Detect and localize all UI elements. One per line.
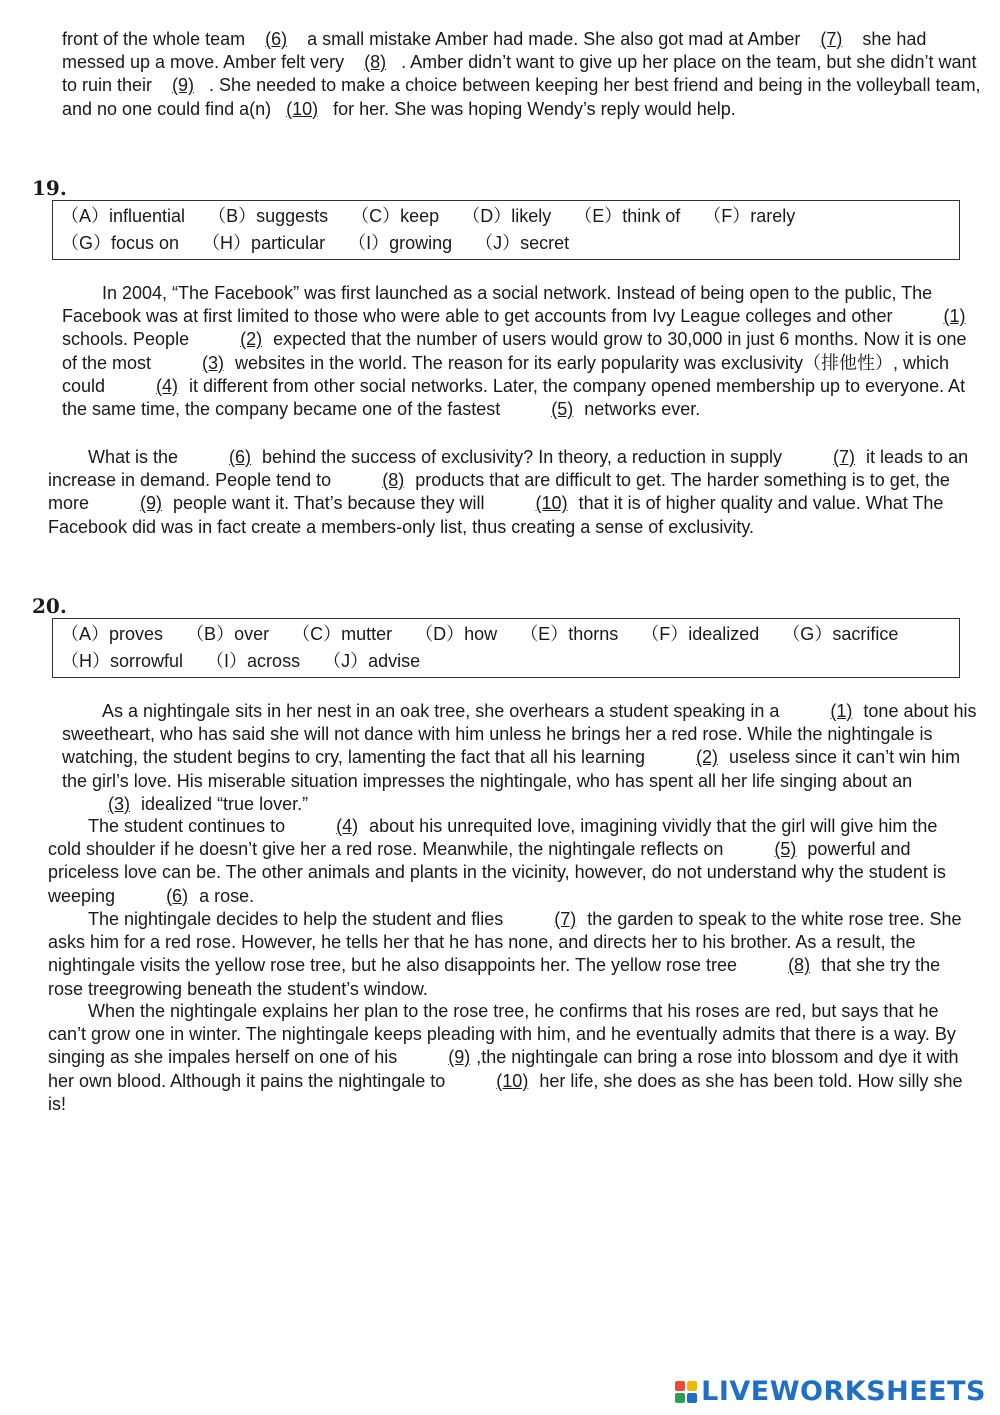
answer-blank[interactable]: (8) — [364, 52, 387, 73]
word-bank-option: （G）focus on — [61, 233, 180, 253]
answer-blank[interactable]: (6) — [166, 885, 189, 906]
question-20-number: 20. — [32, 594, 67, 618]
answer-blank[interactable]: (1) — [830, 701, 853, 721]
logo-square — [687, 1381, 697, 1391]
word-bank-option: （D）how — [415, 624, 498, 644]
passage-18-continuation: front of the whole team (6) a small mistake Amber had made. She also got mad at Amber (7) she had messed up a move. Amber felt very (8) . Amber didn’t want to give up her place on the team, but she didn’t want to ruin their (9) . She needed to make a choice between keeping her best friend and being in the volleyball team, and no one could find a(n) (10) for her. She was hoping Wendy’s reply would help. — [48, 28, 986, 121]
word-bank-option: （C）keep — [351, 206, 440, 226]
question-20-paragraph-3: The nightingale decides to help the student and flies (7) the garden to speak to the white rose tree. She asks him for a red rose. However, he tells her that he has none, and directs her to his brother. As a result, the nightingale visits the yellow rose tree, but he also disappoints her. The yellow rose tree (8) that she try the rose treegrowing beneath the student’s window. — [48, 909, 962, 999]
answer-blank[interactable]: (9) — [172, 75, 195, 96]
answer-blank[interactable]: (3) — [108, 793, 130, 814]
answer-blank[interactable]: (5) — [551, 399, 574, 420]
word-bank-option: （C）mutter — [292, 624, 393, 644]
word-bank-option: （H）sorrowful — [61, 651, 184, 671]
question-20-word-bank — [52, 618, 960, 678]
word-bank-option: （I）across — [206, 651, 301, 671]
answer-blank[interactable]: (9) — [140, 493, 163, 514]
word-bank-option: （B）over — [186, 624, 270, 644]
answer-blank[interactable]: (8) — [788, 955, 811, 976]
word-bank-option: （E）thorns — [520, 624, 619, 644]
answer-blank[interactable]: (4) — [336, 816, 359, 836]
word-bank-option: （I）growing — [348, 233, 453, 253]
word-bank-option: （A）proves — [61, 624, 164, 644]
question-19-paragraph-2: What is the (6) behind the success of exclusivity? In theory, a reduction in supply (7) it leads to an increase in demand. People tend to (8) products that are difficult to get. The harder something is to get, the more (9) people want it. That’s because they will (10) that it is of higher quality and value. What The Facebook did was in fact create a members-only list, thus creating a sense of exclusivity. — [48, 447, 969, 537]
question-20-paragraph-2: The student continues to (4) about his unrequited love, imagining vividly that the girl will give him the cold shoulder if he doesn’t give her a red rose. Meanwhile, the nightingale reflects on (5) powerful and priceless love can be. The other animals and plants in the vicinity, however, do not understand why the student is weeping (6) a rose. — [48, 815, 972, 908]
word-bank-option: （A）influential — [61, 206, 186, 226]
liveworksheets-logo — [675, 1376, 986, 1407]
answer-blank[interactable]: (10) — [535, 493, 568, 514]
answer-blank[interactable]: (6) — [265, 29, 288, 49]
answer-blank[interactable]: (7) — [554, 909, 577, 929]
answer-blank[interactable]: (9) — [448, 1047, 471, 1068]
answer-blank[interactable]: (6) — [229, 447, 252, 467]
answer-blank[interactable]: (7) — [833, 447, 856, 467]
liveworksheets-brand-text: LIVEWORKSHEETS — [701, 1376, 986, 1407]
answer-blank[interactable]: (8) — [382, 470, 405, 491]
word-bank-option: （F）rarely — [703, 206, 796, 226]
answer-blank[interactable]: (4) — [156, 375, 179, 396]
answer-blank[interactable]: (2) — [696, 747, 719, 768]
word-bank-option: （D）likely — [462, 206, 552, 226]
word-bank-option: （J）advise — [323, 651, 421, 671]
question-19-paragraph-1: In 2004, “The Facebook” was first launched as a social network. Instead of being open to the public, The Facebook was at first limited to those who were able to get accounts from Ivy League colleges and other (1) schools. People (2) expected that the number of users would grow to 30,000 in just 6 months. Now it is one of the most (3) websites in the world. The reason for its early popularity was exclusivity（排他性）, which could (4) it different from other social networks. Later, the company opened membership up to everyone. At the same time, the company became one of the fastest (5) networks ever. — [48, 282, 986, 421]
question-20-paragraph-1: As a nightingale sits in her nest in an oak tree, she overhears a student speaking in a (1) tone about his sweetheart, who has said she will not dance with him unless he brings her a red rose. While the nightingale is watching, the student begins to cry, lamenting the fact that all his learning (2) useless since it can’t win him the girl’s love. His miserable situation impresses the nightingale, who has spent all her life singing about an (3) idealized “true lover.” — [48, 700, 986, 816]
question-19-number: 19. — [32, 176, 67, 200]
answer-blank[interactable]: (5) — [774, 839, 797, 860]
question-20-paragraph-4: When the nightingale explains her plan to the rose tree, he confirms that his roses are red, but says that he can’t grow one in winter. The nightingale keeps pleading with him, and he eventually admits that there is a way. By singing as she impales herself on one of his (9) ,the nightingale can bring a rose into blossom and dye it with her own blood. Although it pains the nightingale to (10) her life, she does as she has been told. How silly she is! — [48, 1001, 963, 1114]
answer-blank[interactable]: (2) — [240, 329, 263, 350]
word-bank-option: （F）idealized — [641, 624, 760, 644]
word-bank-option: （J）secret — [475, 233, 570, 253]
word-bank-option: （B）suggests — [208, 206, 329, 226]
logo-square — [675, 1393, 685, 1403]
logo-square — [675, 1381, 685, 1391]
question-19-word-bank — [52, 200, 960, 260]
word-bank-option: （G）sacrifice — [782, 624, 899, 644]
answer-blank[interactable]: (10) — [496, 1070, 529, 1091]
answer-blank[interactable]: (3) — [202, 352, 225, 373]
word-bank-option: （E）think of — [574, 206, 681, 226]
answer-blank[interactable]: (1) — [943, 306, 966, 327]
logo-square — [687, 1393, 697, 1403]
word-bank-option: （H）particular — [202, 233, 326, 253]
answer-blank[interactable]: (10) — [286, 98, 319, 119]
answer-blank[interactable]: (7) — [820, 29, 843, 49]
liveworksheets-logo-icon — [675, 1381, 697, 1403]
